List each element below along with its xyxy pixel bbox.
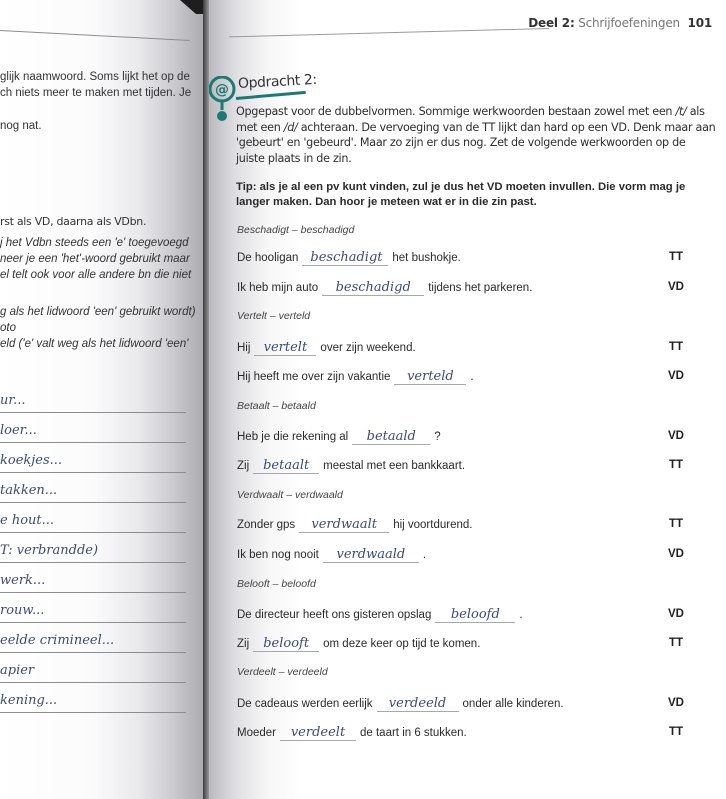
assignment-instructions: Opgepast voor de dubbelvormen. Sommige werkwoorden bestaan zowel met een /t/ als met een /d/ achteraan. De vervoeging van de TT lijkt dan hard op een VD. Denk maar aan 'gebeurt' en 'gebeurd'. Maar zo zijn er dus nog. Zet de volgende werkwoorden op de juiste plaats in de zin. <box>236 105 716 165</box>
left-answer-line: takken... <box>0 483 186 503</box>
left-answer-line: koekjes... <box>0 453 186 473</box>
at-sign-icon <box>209 76 237 128</box>
running-head-section: Schrijfoefeningen <box>578 16 680 30</box>
running-head <box>528 16 712 30</box>
exercise-sentence: De hooligan beschadigt het bushokje. <box>237 250 461 265</box>
verb-pair-heading: Verdeelt – verdeeld <box>237 666 328 678</box>
left-answer-line: apier <box>0 663 186 683</box>
assignment-title-underline <box>236 91 306 100</box>
answer-blank[interactable]: beschadigt <box>302 250 388 266</box>
answer-blank[interactable]: verdeelt <box>280 725 356 741</box>
exercise-sentence: Ik ben nog nooit verdwaald . <box>237 547 427 562</box>
answer-blank[interactable]: verdwaalt <box>299 517 389 533</box>
header-rule <box>229 28 549 37</box>
left-answer-line: e hout... <box>0 513 186 533</box>
right-page <box>209 0 726 799</box>
answer-type-label: TT <box>668 251 684 263</box>
exercise-sentence: De directeur heeft ons gisteren opslag beloofd . <box>237 607 523 622</box>
answer-blank[interactable]: beschadigd <box>322 280 424 296</box>
left-answer-line: T: verbrandde) <box>0 543 186 563</box>
answer-blank[interactable]: verteld <box>394 369 466 385</box>
answer-blank[interactable]: beloofd <box>435 607 515 623</box>
left-answer-line: loer... <box>0 423 186 443</box>
left-rule-line: neer je een 'het'-woord gebruikt maar <box>0 253 190 265</box>
left-paragraph-line: ch niets meer te maken met tijden. Je <box>0 87 192 99</box>
exercise-sentence: Zij belooft om deze keer op tijd te komen. <box>237 636 481 651</box>
exercise-sentence: Zonder gps verdwaalt hij voortdurend. <box>237 517 473 532</box>
left-rule-line: el telt ook voor alle andere bn die niet <box>0 269 192 281</box>
verb-pair-heading: Betaalt – betaald <box>237 400 316 412</box>
exercise-sentence: Hij vertelt over zijn weekend. <box>237 340 416 355</box>
answer-type-label: TT <box>668 459 684 471</box>
answer-blank[interactable]: betaald <box>352 429 430 445</box>
left-answer-line: kening... <box>0 693 186 713</box>
answer-blank[interactable]: verdeeld <box>377 696 459 712</box>
verb-pair-heading: Vertelt – verteld <box>237 310 311 322</box>
exercise-sentence: Ik heb mijn auto beschadigd tijdens het parkeren. <box>237 280 533 295</box>
exercise-sentence: Zij betaalt meestal met een bankkaart. <box>237 458 466 473</box>
answer-type-label: VD <box>668 281 684 293</box>
assignment-title: Opdracht 2: <box>237 71 318 92</box>
exercise-sentence: De cadeaus werden eerlijk verdeeld onder alle kinderen. <box>237 696 564 711</box>
left-paragraph-line: nog nat. <box>0 120 42 132</box>
verb-pair-heading: Belooft – beloofd <box>237 578 316 590</box>
answer-type-label: VD <box>668 370 684 382</box>
answer-type-label: VD <box>668 548 684 560</box>
answer-type-label: TT <box>668 726 684 738</box>
answer-type-label: VD <box>668 697 684 709</box>
verb-pair-heading: Verdwaalt – verdwaald <box>237 489 343 501</box>
answer-type-label: TT <box>668 341 684 353</box>
tip-box: Tip: als je al een pv kunt vinden, zul je dus het VD moeten invullen. Die vorm mag je langer maken. Dan hoor je meteen wat er in die zin past. <box>236 181 686 208</box>
exercise-sentence: Moeder verdeelt de taart in 6 stukken. <box>237 725 467 740</box>
left-header-rule <box>0 30 190 41</box>
left-page <box>0 0 205 799</box>
running-head-part: Deel 2: <box>528 16 575 30</box>
answer-type-label: TT <box>668 637 684 649</box>
left-answer-line: rouw... <box>0 603 186 623</box>
page-number: 101 <box>687 16 712 30</box>
answer-blank[interactable]: verdwaald <box>323 547 419 563</box>
exercise-sentence: Hij heeft me over zijn vakantie verteld . <box>237 369 474 384</box>
left-example-line: oto <box>0 322 16 334</box>
answer-type-label: VD <box>668 608 684 620</box>
left-example-line: eld ('e' valt weg als het lidwoord 'een' <box>0 338 189 350</box>
left-rule-line: j het Vdbn steeds een 'e' toegevoegd <box>0 237 189 249</box>
answer-blank[interactable]: betaalt <box>253 458 319 474</box>
left-answer-line: eelde crimineel... <box>0 633 186 653</box>
left-paragraph-line: glijk naamwoord. Soms lijkt het op de <box>0 71 190 83</box>
answer-type-label: TT <box>668 518 684 530</box>
left-answer-line: ur... <box>0 393 186 413</box>
svg-text:@: @ <box>215 82 229 98</box>
left-example-line: g als het lidwoord 'een' gebruikt wordt) <box>0 306 196 318</box>
exercise-sentence: Heb je die rekening al betaald ? <box>237 429 441 444</box>
left-answer-line: werk... <box>0 573 186 593</box>
answer-blank[interactable]: vertelt <box>254 340 316 356</box>
verb-pair-heading: Beschadigt – beschadigd <box>237 224 355 236</box>
left-subheading: rst als VD, daarna als VDbn. <box>0 215 147 228</box>
answer-type-label: VD <box>668 430 684 442</box>
answer-blank[interactable]: belooft <box>253 636 319 652</box>
